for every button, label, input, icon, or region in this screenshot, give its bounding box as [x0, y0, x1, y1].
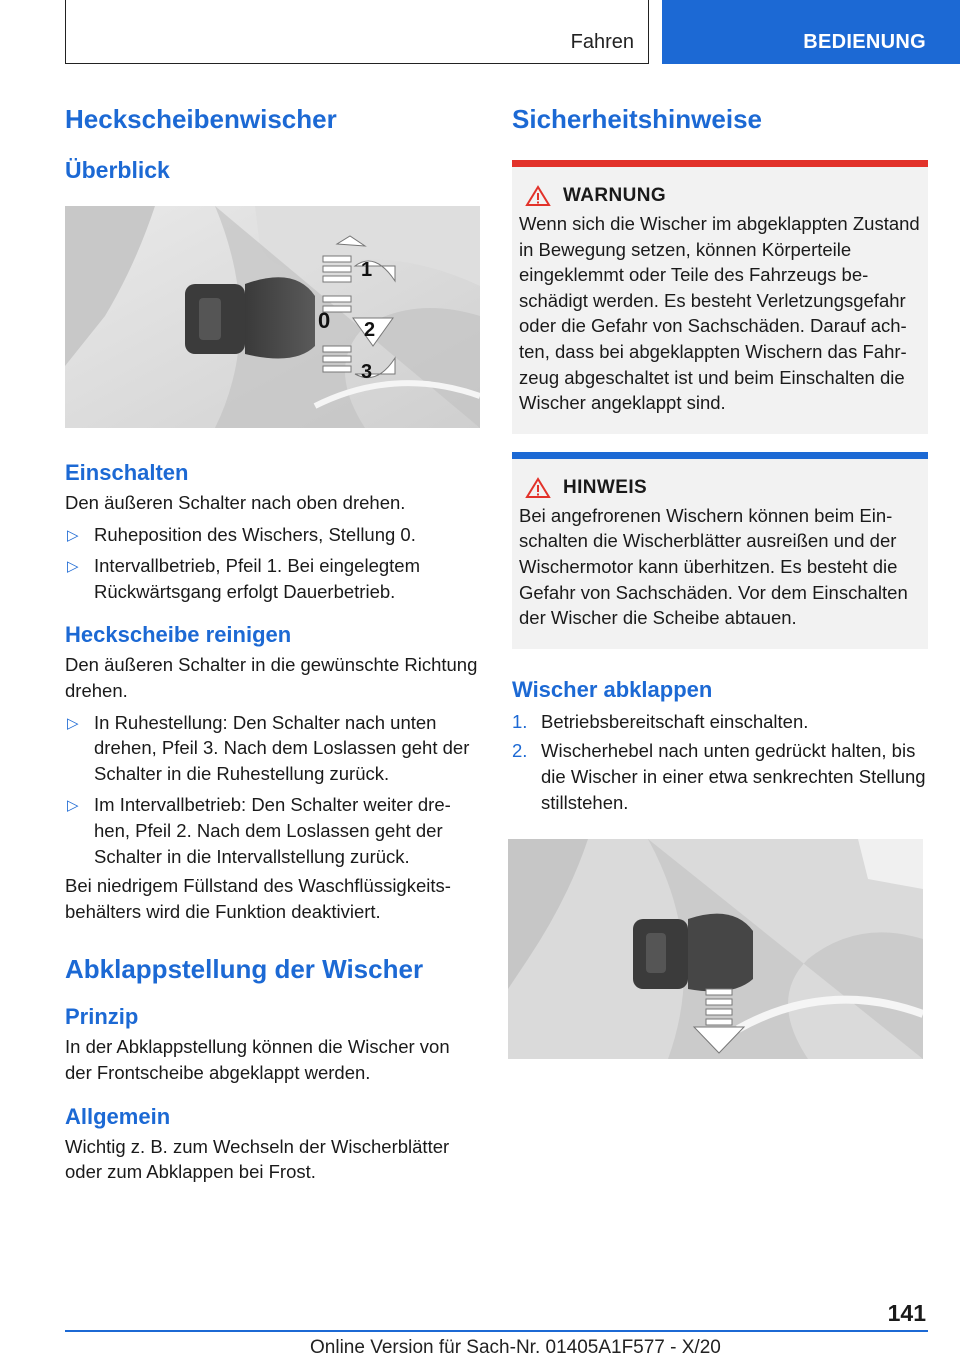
reinigen-list [65, 710, 480, 870]
wiper-fold-illustration [508, 839, 923, 1059]
arrow-label-3: 3 [361, 361, 373, 383]
allgemein-text: Wichtig z. B. zum Wechseln der Wischerblätter oder zum Abklappen bei Frost. [65, 1135, 450, 1183]
reinigen-text: Den äußeren Schalter in die gewünschte Richtung drehen. [65, 654, 478, 701]
wischer-abklappen-steps [512, 709, 928, 815]
list-item: ▷ In Ruhestellung: Den Schalter nach unten drehen, Pfeil 3. Nach dem Loslassen geht der Schalter in die Ruhestellung zurück. [67, 711, 470, 784]
footer-divider [65, 1330, 928, 1332]
allgemein-heading: Allgemein [65, 1103, 171, 1129]
list-item: 1. Betriebsbereitschaft einschalten. [512, 710, 809, 732]
page-title: Heckscheibenwischer [65, 104, 337, 134]
warning-label: WARNUNG [563, 185, 667, 206]
list-item: ▷ Im Intervallbetrieb: Den Schalter weiter drehen, Pfeil 2. Nach dem Loslassen geht der Schalter in die Intervallstellung zurück. [67, 794, 451, 867]
hint-box [512, 452, 928, 649]
footer-text: Online Version für Sach-Nr. 01405A1F577 - X/20 [310, 1337, 721, 1358]
header-chapter-tab [662, 0, 960, 64]
wiper-switch-illustration [65, 206, 480, 428]
safety-title: Sicherheitshinweise [512, 104, 762, 134]
prinzip-text: In der Abklappstellung können die Wischer von der Frontscheibe abgeklappt werden. [65, 1036, 450, 1083]
wiper-switch-figure [65, 206, 480, 428]
hint-text: Bei angefrorenen Wischern können beim Einschalten die Wischerblätter ausreißen und der Wischermotor kann überhitzen. Es besteht die Gefahr von Sachschäden. Vor dem Einschalten der Wischer die Scheibe abtauen. [519, 504, 908, 629]
triangle-bullet-icon: ▷ [67, 797, 79, 815]
right-column [512, 100, 928, 1059]
list-item: ▷ Intervallbetrieb, Pfeil 1. Bei eingelegtem Rückwärtsgang erfolgt Dauerbetrieb. [67, 555, 420, 602]
header-chapter-label: BEDIENUNG [803, 31, 926, 53]
warning-text: Wenn sich die Wischer im abgeklappten Zustand in Bewegung setzen, können Körperteile eingeklemmt oder Teile des Fahrzeugs beschädigt werden. Es besteht Verletzungsgefahr oder die Gefahr von Sachschäden. Darauf achten, dass bei abgeklappten Wischern das Fahrzeug abgeschaltet ist und beim Einschalten die Wischer angeklappt sind. [519, 213, 920, 414]
arrow-label-0: 0 [318, 308, 331, 333]
einschalten-heading: Einschalten [65, 460, 189, 485]
triangle-bullet-icon: ▷ [67, 714, 79, 732]
reinigen-note: Bei niedrigem Füllstand des Waschflüssigkeitsbehälters wird die Funktion deaktiviert. [65, 875, 451, 922]
overview-heading: Überblick [65, 157, 170, 183]
warning-triangle-icon [525, 185, 551, 207]
list-item: 2. Wischerhebel nach unten gedrückt halten, bis die Wischer in einer etwa senkrechten Stellung stillstehen. [512, 740, 926, 813]
prinzip-heading: Prinzip [65, 1004, 139, 1030]
hint-triangle-icon [525, 477, 551, 499]
arrow-label-2: 2 [364, 319, 376, 341]
reinigen-heading: Heckscheibe reinigen [65, 622, 292, 648]
abklapp-title: Abklappstellung der Wischer [65, 954, 424, 985]
arrow-label-1: 1 [361, 259, 373, 281]
list-item: ▷ Ruheposition des Wischers, Stellung 0. [65, 522, 480, 548]
header-section-label: Fahren [570, 31, 634, 53]
left-column [65, 100, 480, 1185]
header-section-tab [65, 0, 649, 64]
einschalten-list [65, 522, 480, 605]
wischer-abklappen-heading: Wischer abklappen [512, 676, 713, 702]
einschalten-text: Den äußeren Schalter nach oben drehen. [65, 492, 406, 513]
page-number: 141 [887, 1300, 926, 1326]
triangle-bullet-icon: ▷ [67, 526, 79, 544]
triangle-bullet-icon: ▷ [67, 558, 79, 576]
hint-label: HINWEIS [563, 476, 648, 498]
warning-box [512, 160, 928, 434]
wiper-fold-figure [508, 839, 923, 1059]
